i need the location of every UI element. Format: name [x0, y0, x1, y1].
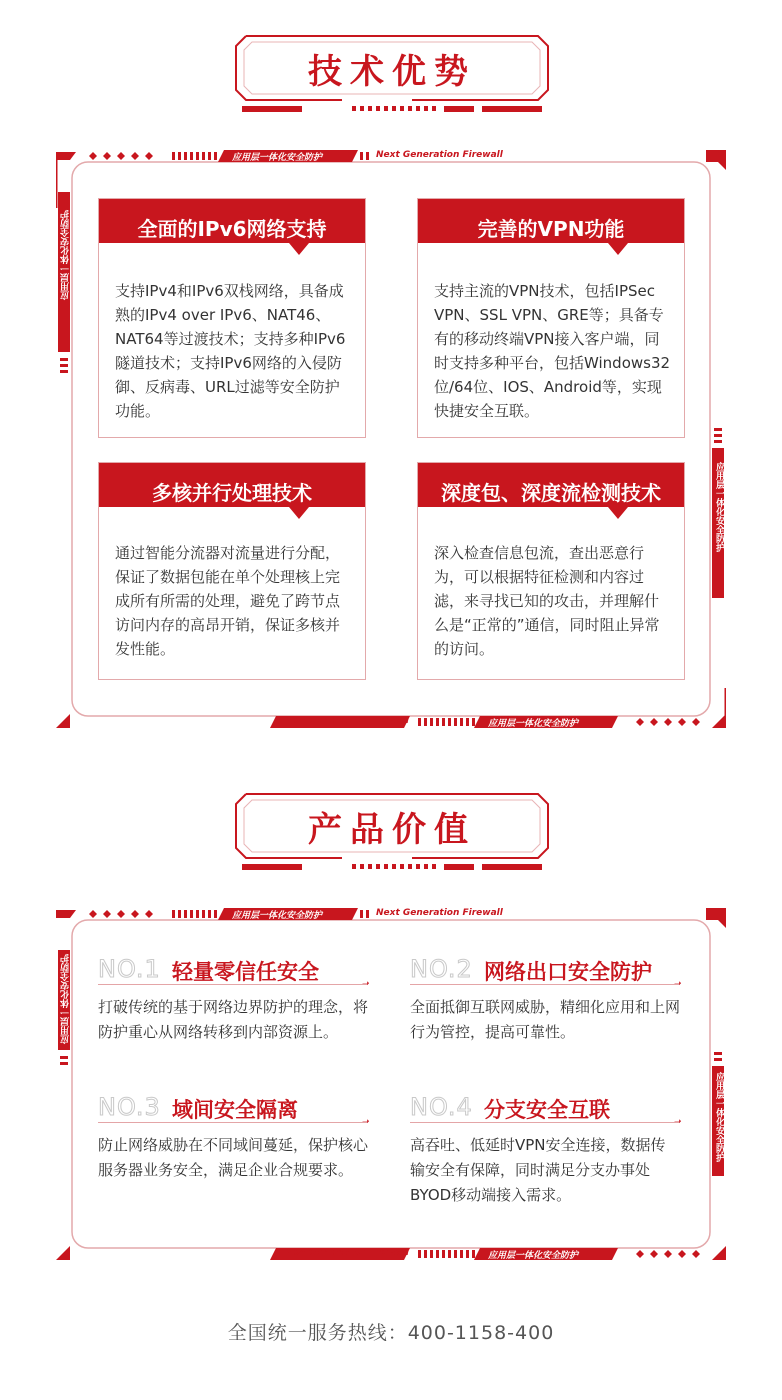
card-title: 多核并行处理技术 — [152, 481, 312, 505]
arrow-icon: ➝ — [362, 979, 370, 989]
value-description: 防止网络威胁在不同域间蔓延，保护核心服务器业务安全，满足企业合规要求。 — [98, 1136, 369, 1179]
value-title: 分支安全互联 — [484, 1098, 610, 1122]
card-description: 支持主流的VPN技术，包括IPSec VPN、SSL VPN、GRE等；具备专有的移动终端VPN接入客户端，同时支持多种平台，包括Windows32位/64位、IOS、Android等，实现快捷安全互联。 — [434, 282, 671, 420]
feature-card-ipv6 — [98, 198, 366, 438]
frame-side-tag-right: 应用层一体化安全防护 — [714, 462, 724, 552]
frame-top-tag-right: Next Generation Firewall — [376, 908, 503, 918]
value-item-2 — [410, 955, 710, 1085]
frame-bottom-tag-left: Next Generation Firewall — [282, 1248, 409, 1258]
value-title: 网络出口安全防护 — [484, 960, 652, 984]
divider — [98, 1122, 368, 1123]
section2-title-banner — [232, 788, 552, 874]
card-title: 深度包、深度流检测技术 — [441, 481, 661, 505]
arrow-icon: ➝ — [674, 979, 682, 989]
section2-title: 产品价值 — [308, 810, 476, 850]
value-title: 域间安全隔离 — [172, 1098, 298, 1122]
value-number: NO.2 — [410, 955, 473, 983]
card-description: 通过智能分流器对流量进行分配，保证了数据包能在单个处理核上完成所有所需的处理，避免了跨节点访问内存的高昂开销，保证多核并发性能。 — [115, 544, 341, 658]
card-header — [418, 463, 684, 521]
service-hotline: 全国统一服务热线：400-1158-400 — [227, 1322, 555, 1344]
value-item-1 — [98, 955, 398, 1085]
value-description: 全面抵御互联网威胁，精细化应用和上网行为管控，提高可靠性。 — [410, 998, 681, 1041]
frame-top-tag-left: 应用层一体化安全防护 — [232, 911, 323, 921]
frame-bottom-tag-right: 应用层一体化安全防护 — [488, 1251, 579, 1261]
frame-bottom-tag-left: Next Generation Firewall — [282, 716, 409, 726]
value-item-4 — [410, 1093, 710, 1223]
value-number: NO.4 — [410, 1093, 473, 1121]
arrow-icon: ➝ — [674, 1117, 682, 1127]
section1-title-banner — [232, 30, 552, 116]
frame-top-tag-right: Next Generation Firewall — [376, 150, 503, 160]
card-title: 全面的IPv6网络支持 — [137, 217, 327, 241]
value-title: 轻量零信任安全 — [172, 960, 319, 984]
divider — [98, 984, 368, 985]
value-number: NO.1 — [98, 955, 161, 983]
card-header — [99, 463, 365, 521]
value-description: 高吞吐、低延时VPN安全连接，数据传输安全有保障，同时满足分支办事处BYOD移动端接入需求。 — [410, 1136, 666, 1204]
card-title: 完善的VPN功能 — [477, 217, 625, 241]
card-description: 支持IPv4和IPv6双栈网络，具备成熟的IPv4 over IPv6、NAT46、NAT64等过渡技术；支持多种IPv6隧道技术；支持IPv6网络的入侵防御、反病毒、URL过滤等安全防护功能。 — [115, 282, 346, 420]
divider — [410, 984, 680, 985]
frame-side-tag-left: 应用层一体化安全防护 — [61, 210, 71, 300]
value-item-3 — [98, 1093, 398, 1223]
feature-card-dpi — [417, 462, 685, 680]
value-description: 打破传统的基于网络边界防护的理念，将防护重心从网络转移到内部资源上。 — [98, 998, 369, 1041]
section1-title: 技术优势 — [308, 52, 476, 92]
frame-side-tag-left: 应用层一体化安全防护 — [61, 954, 71, 1044]
value-number: NO.3 — [98, 1093, 161, 1121]
feature-card-vpn — [417, 198, 685, 438]
card-header — [99, 199, 365, 257]
divider — [410, 1122, 680, 1123]
frame-bottom-tag-right: 应用层一体化安全防护 — [488, 719, 579, 729]
feature-card-multicore — [98, 462, 366, 680]
frame-top-tag-left: 应用层一体化安全防护 — [232, 153, 323, 163]
card-description: 深入检查信息包流，查出恶意行为，可以根据特征检测和内容过滤，来寻找已知的攻击，并理解什么是“正常的”通信，同时阻止异常的访问。 — [434, 544, 660, 658]
frame-side-tag-right: 应用层一体化安全防护 — [714, 1072, 724, 1162]
card-header — [418, 199, 684, 257]
arrow-icon: ➝ — [362, 1117, 370, 1127]
